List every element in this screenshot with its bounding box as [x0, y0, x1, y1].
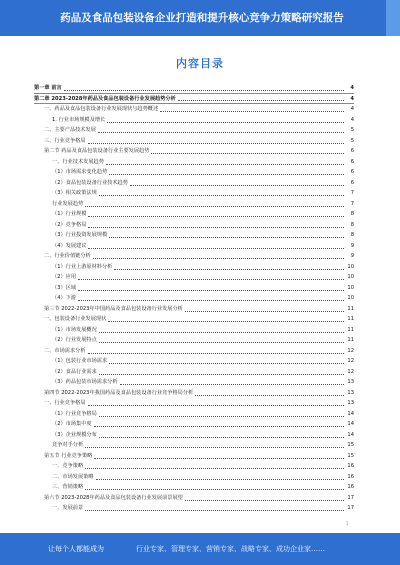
toc-entry[interactable]: [34, 461, 354, 472]
toc-leader-dots: [88, 211, 344, 217]
footer-slogan-right: 行业专家、管理专家、营销专家、战略专家、成功企业家……: [136, 545, 325, 553]
toc-entry-text: （2）食品行业需求: [52, 368, 97, 375]
toc-entry[interactable]: [34, 157, 354, 168]
toc-entry-text: （2）应用: [52, 274, 77, 280]
toc-entry-text: （1）市场需求变化趋势: [52, 169, 108, 175]
page-marker: 1: [346, 521, 349, 526]
toc-entry[interactable]: [34, 293, 354, 304]
toc-entry-page: 8: [350, 232, 354, 238]
toc-leader-dots: [99, 369, 344, 375]
toc-entry-text: 二、主要产品技术发展: [44, 127, 96, 133]
toc-entry[interactable]: [34, 136, 354, 147]
toc-entry-page: 6: [350, 148, 354, 154]
toc-entry-text: 三、营销策略: [52, 484, 84, 490]
toc-entry[interactable]: [34, 283, 354, 294]
toc-entry[interactable]: [34, 503, 354, 514]
toc-leader-dots: [160, 106, 344, 112]
toc-entry-page: 16: [347, 484, 354, 490]
toc-entry-page: 6: [350, 158, 354, 165]
toc-leader-dots: [85, 463, 344, 469]
toc-leader-dots: [88, 348, 344, 354]
toc-entry[interactable]: [34, 388, 354, 399]
toc-entry-text: （4）发展建议: [52, 242, 87, 249]
toc-entry[interactable]: [34, 430, 354, 441]
toc-entry-page: 13: [347, 389, 354, 396]
toc-entry-page: 10: [347, 274, 354, 280]
toc-entry[interactable]: [34, 94, 354, 105]
table-of-contents: [34, 83, 354, 514]
toc-leader-dots: [78, 295, 344, 301]
toc-entry[interactable]: [34, 272, 354, 283]
toc-entry-text: 二、行业价值链分析: [44, 253, 91, 259]
toc-entry-text: （3）企业规模分布: [52, 431, 97, 438]
toc-entry[interactable]: [34, 104, 354, 115]
toc-entry-text: 一、行业技术发展趋势: [52, 158, 104, 165]
toc-leader-dots: [98, 127, 344, 133]
toc-entry-page: 5: [350, 137, 354, 144]
toc-entry-text: （1）行业上游原材料分析: [52, 263, 113, 270]
header-accent: [386, 0, 400, 36]
toc-heading: 内容目录: [176, 57, 224, 70]
toc-leader-dots: [88, 222, 344, 228]
toc-leader-dots: [94, 453, 344, 459]
toc-entry[interactable]: [34, 262, 354, 273]
toc-entry-page: 14: [347, 410, 354, 417]
toc-entry[interactable]: [34, 325, 354, 336]
toc-entry-page: 11: [347, 326, 354, 333]
toc-entry-page: 6: [350, 169, 354, 175]
toc-entry[interactable]: [34, 472, 354, 483]
toc-entry[interactable]: [34, 304, 354, 315]
toc-entry-page: 17: [347, 505, 354, 511]
toc-leader-dots: [88, 243, 344, 249]
toc-entry-text: 第一章 前言: [34, 85, 62, 91]
toc-entry-text: 一、行业竞争格局: [44, 400, 86, 406]
toc-entry-page: 9: [350, 242, 354, 249]
toc-entry-page: 4: [350, 85, 354, 91]
toc-leader-dots: [120, 379, 344, 385]
toc-entry[interactable]: [34, 199, 354, 210]
toc-leader-dots: [185, 495, 344, 501]
toc-leader-dots: [88, 400, 344, 406]
toc-entry-page: 4: [350, 95, 354, 102]
toc-leader-dots: [109, 169, 344, 175]
toc-entry-text: 1. 行业市场规模及增长: [52, 116, 106, 123]
toc-entry-page: 15: [347, 442, 354, 448]
toc-leader-dots: [94, 421, 344, 427]
toc-entry-page: 10: [347, 263, 354, 270]
toc-entry[interactable]: [34, 230, 354, 241]
toc-leader-dots: [64, 85, 344, 91]
toc-entry[interactable]: [34, 115, 354, 126]
toc-entry-page: 11: [347, 316, 354, 322]
toc-entry-text: 行业发展趋势: [52, 200, 84, 207]
toc-leader-dots: [178, 95, 344, 101]
toc-entry[interactable]: [34, 178, 354, 189]
toc-entry-text: 一、发展前景: [52, 505, 84, 511]
toc-leader-dots: [109, 232, 344, 238]
toc-entry-page: 5: [350, 127, 354, 133]
toc-leader-dots: [114, 264, 344, 270]
toc-leader-dots: [85, 484, 344, 490]
toc-leader-dots: [99, 327, 344, 333]
toc-entry[interactable]: [34, 188, 354, 199]
toc-entry-text: （3）药品包装市场需求分析: [52, 379, 118, 385]
toc-entry-text: 第三节 2022-2023年中国药品及食品包装设备行业发展分析: [44, 305, 183, 312]
toc-entry[interactable]: [34, 335, 354, 346]
toc-entry-text: 三、行业竞争格局: [44, 137, 86, 144]
toc-entry[interactable]: [34, 409, 354, 420]
toc-entry-text: （1）行业竞争格局: [52, 410, 97, 417]
toc-entry-page: 7: [350, 200, 354, 207]
toc-entry-page: 14: [347, 421, 354, 427]
toc-leader-dots: [107, 117, 344, 123]
toc-entry-page: 12: [347, 358, 354, 364]
toc-leader-dots: [78, 274, 344, 280]
toc-entry-text: 第五节 行业竞争策略: [44, 452, 93, 459]
toc-entry-text: 第二章 2023-2028年药品及食品包装设备行业发展趋势分析: [34, 95, 176, 102]
toc-entry-text: （3）区域: [52, 284, 77, 291]
toc-entry-page: 14: [347, 431, 354, 438]
toc-entry-page: 9: [350, 253, 354, 259]
toc-entry-page: 10: [347, 295, 354, 301]
toc-leader-dots: [99, 411, 344, 417]
toc-entry-text: 二、市场需求分析: [44, 347, 86, 354]
toc-entry[interactable]: [34, 167, 354, 178]
toc-entry[interactable]: [34, 346, 354, 357]
toc-entry[interactable]: [34, 451, 354, 462]
toc-entry-text: 一、包装设备行业发展现状: [44, 316, 107, 322]
toc-entry-page: 16: [347, 473, 354, 480]
toc-entry-page: 17: [347, 494, 354, 501]
toc-entry-page: 11: [347, 337, 354, 343]
toc-leader-dots: [93, 253, 344, 259]
header-bar: [0, 0, 400, 36]
toc-entry-text: 二、市场发展策略: [52, 473, 94, 480]
toc-leader-dots: [185, 306, 344, 312]
toc-leader-dots: [130, 180, 344, 186]
toc-entry-page: 13: [347, 400, 354, 406]
toc-entry[interactable]: [34, 314, 354, 325]
footer-slogan-left: 让每个人都能成为: [48, 545, 104, 553]
toc-leader-dots: [99, 432, 344, 438]
toc-entry[interactable]: [34, 440, 354, 451]
toc-leader-dots: [109, 358, 344, 364]
toc-entry-page: 12: [347, 347, 354, 354]
toc-leader-dots: [195, 390, 344, 396]
toc-entry-text: （2）行业发展特点: [52, 337, 97, 343]
toc-entry-text: （3）相关政策法规: [52, 190, 97, 196]
toc-entry-page: 4: [350, 106, 354, 112]
toc-leader-dots: [88, 138, 344, 144]
toc-entry-text: （2）竞争格局: [52, 221, 87, 228]
toc-entry[interactable]: [34, 377, 354, 388]
toc-leader-dots: [85, 442, 344, 448]
toc-entry[interactable]: [34, 398, 354, 409]
toc-entry-page: 7: [350, 190, 354, 196]
toc-entry[interactable]: [34, 209, 354, 220]
toc-entry[interactable]: [34, 251, 354, 262]
toc-leader-dots: [151, 148, 344, 154]
toc-entry[interactable]: [34, 367, 354, 378]
toc-leader-dots: [85, 505, 344, 511]
toc-entry[interactable]: [34, 125, 354, 136]
toc-entry-page: 15: [347, 452, 354, 459]
toc-entry-text: 第四节 2022-2023年我国药品及食品包装设备行业竞争格局分析: [44, 389, 194, 396]
toc-entry[interactable]: [34, 146, 354, 157]
toc-entry[interactable]: [34, 493, 354, 504]
toc-entry[interactable]: [34, 419, 354, 430]
toc-entry-text: 竞争对手分析: [52, 442, 84, 448]
toc-entry-page: 8: [350, 221, 354, 228]
report-title: 药品及食品包装设备企业打造和提升核心竞争力策略研究报告: [60, 12, 344, 24]
toc-entry-text: （3）行业投资发展规模: [52, 232, 108, 238]
toc-leader-dots: [99, 190, 344, 196]
toc-entry-page: 4: [350, 116, 354, 123]
toc-entry-text: 一、竞争策略: [52, 463, 84, 469]
toc-entry-text: （1）市场发展概况: [52, 326, 97, 333]
toc-leader-dots: [99, 337, 344, 343]
toc-entry-page: 10: [347, 284, 354, 291]
toc-entry-text: 第六节 2023-2028年药品及食品包装设备行业发展前景展望: [44, 494, 183, 501]
toc-entry-page: 6: [350, 179, 354, 186]
toc-entry[interactable]: [34, 482, 354, 493]
toc-entry-text: （1）包装行业市场需求: [52, 358, 108, 364]
toc-leader-dots: [96, 474, 344, 480]
toc-leader-dots: [78, 285, 344, 291]
toc-entry-text: 一、药品及食品包装设备行业发展现状与趋势概述: [44, 106, 159, 112]
toc-entry-text: （2）食品包装设备行业技术趋势: [52, 179, 128, 186]
toc-entry-page: 16: [347, 463, 354, 469]
toc-entry[interactable]: [34, 241, 354, 252]
toc-entry-page: 11: [347, 305, 354, 312]
toc-leader-dots: [108, 316, 344, 322]
toc-entry-page: 8: [350, 211, 354, 217]
footer-bar: [0, 533, 400, 565]
toc-entry-text: 第二节 药品及食品包装设备行业主要发展趋势: [44, 148, 150, 154]
toc-leader-dots: [106, 159, 344, 165]
toc-entry-page: 13: [347, 379, 354, 385]
toc-entry-page: 12: [347, 368, 354, 375]
toc-leader-dots: [85, 201, 344, 207]
toc-entry-text: （1）行业规模: [52, 211, 87, 217]
toc-entry[interactable]: [34, 220, 354, 231]
toc-entry[interactable]: [34, 356, 354, 367]
toc-entry-text: （4）下游: [52, 295, 77, 301]
toc-entry-text: （2）市场集中度: [52, 421, 92, 427]
toc-entry[interactable]: [34, 83, 354, 94]
